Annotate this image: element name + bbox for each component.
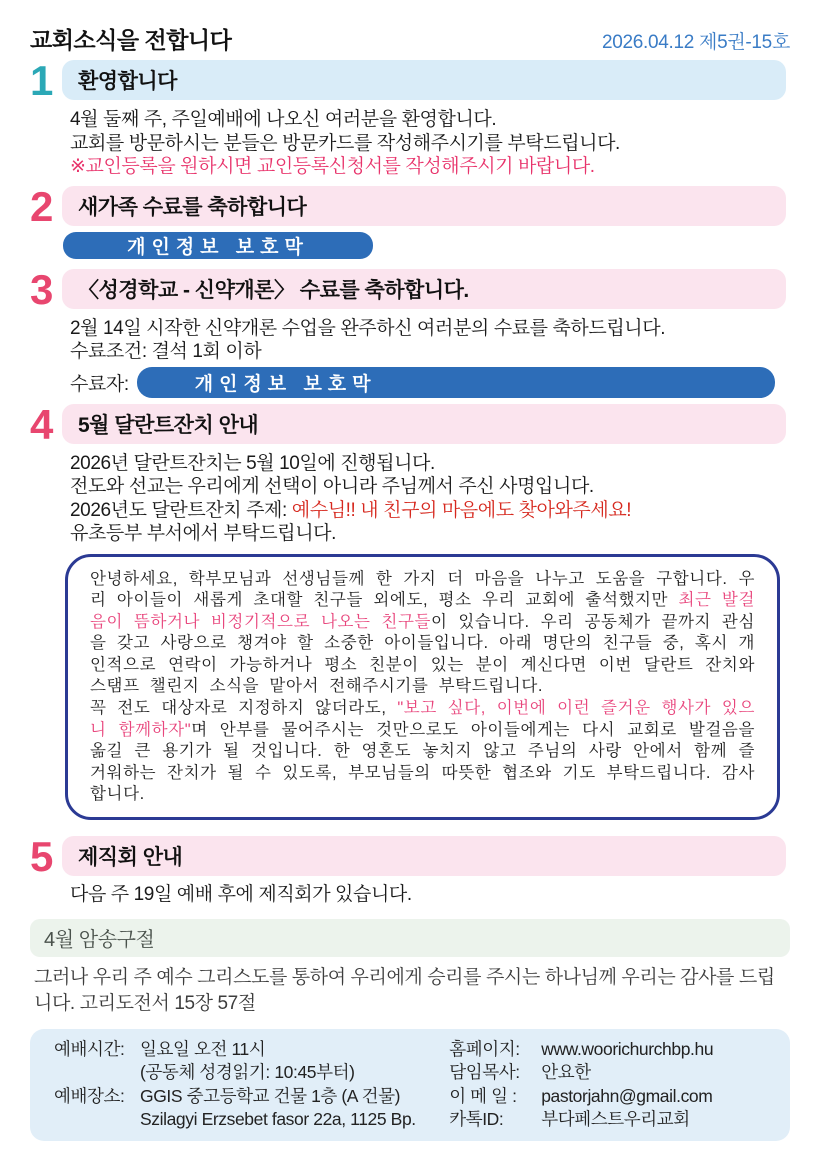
section-1-heading bbox=[30, 57, 790, 104]
section-title: 새가족 수료를 축하합니다 bbox=[78, 195, 307, 219]
text-line bbox=[70, 475, 790, 499]
text-segment: 수료조건: 결석 1회 이하 bbox=[70, 341, 262, 362]
text-segment: 2026년 달란트잔치는 5월 10일에 진행됩니다. bbox=[70, 452, 435, 474]
text-segment: 꼭 전도 대상자로 지정하지 않더라도, bbox=[90, 699, 398, 718]
section-2-heading bbox=[30, 182, 790, 230]
section-5-body bbox=[70, 883, 790, 907]
footer-label: 예배장소: bbox=[54, 1085, 125, 1106]
footer-label: 예배시간: bbox=[54, 1038, 125, 1059]
text-segment: 며 안부를 물어주시는 것만으로도 아이들에게는 다시 교회로 발걸음을 옮길 큰 용기가 될 것입니다. 한 영혼도 놓치지 않고 주님의 사랑 안에서 함께 즐거워하는 잔치가 될 수 있도록, 부모님들의 따뜻한 협조와 기도 부탁드립니다. 감사합니다. bbox=[90, 720, 756, 804]
footer-row bbox=[449, 1061, 772, 1085]
section-3-body bbox=[70, 317, 790, 364]
footer-row bbox=[449, 1108, 772, 1132]
highlighted-text: ※교인등록을 원하시면 교인등록신청서를 작성해주시기 바랍니다. bbox=[70, 156, 595, 177]
section-5-heading bbox=[30, 833, 790, 881]
footer-value: 안요한 bbox=[541, 1062, 591, 1083]
footer-row bbox=[54, 1061, 425, 1085]
footer-label: 카톡ID: bbox=[449, 1109, 504, 1130]
section-number: 3 bbox=[30, 265, 52, 313]
section-4-heading bbox=[30, 400, 790, 448]
text-line bbox=[70, 340, 790, 364]
section-title: 제직회 안내 bbox=[78, 846, 183, 870]
memory-verse-heading: 4월 암송구절 bbox=[44, 929, 155, 952]
text-segment: 유초등부 부서에서 부탁드립니다. bbox=[70, 523, 336, 544]
text-segment: 안녕하세요, 학부모님과 선생님들께 한 가지 더 마음을 나누고 도움을 구합니다. 우리 아이들이 새롭게 초대할 친구들 외에도, 평소 우리 교회에 출석했지만 bbox=[90, 569, 755, 610]
text-line bbox=[70, 883, 790, 907]
section-title: 환영합니다 bbox=[78, 70, 177, 93]
text-line bbox=[70, 317, 790, 341]
highlighted-text: 예수님!! 내 친구의 마음에도 찾아와주세요! bbox=[291, 499, 632, 521]
text-line bbox=[70, 452, 790, 476]
section-title-bar bbox=[62, 186, 786, 226]
section-number: 2 bbox=[30, 182, 52, 230]
section-1-body bbox=[70, 108, 790, 179]
recipient-row bbox=[70, 367, 790, 398]
section-title-bar bbox=[62, 404, 786, 444]
text-line bbox=[90, 698, 755, 806]
issue-date: 2026.04.12 제5권-15호 bbox=[601, 32, 790, 53]
footer-info-box bbox=[30, 1029, 790, 1141]
footer-value: (공동체 성경읽기: 10:45부터) bbox=[140, 1062, 355, 1083]
text-segment: 전도와 선교는 우리에게 선택이 아니라 주님께서 주신 사명입니다. bbox=[70, 476, 594, 497]
section-number: 5 bbox=[30, 833, 52, 881]
footer-value: pastorjahn@gmail.com bbox=[541, 1085, 713, 1106]
footer-value: www.woorichurchbp.hu bbox=[541, 1038, 714, 1059]
footer-service-info bbox=[54, 1038, 425, 1132]
text-segment: 다음 주 19일 예배 후에 제직회가 있습니다. bbox=[70, 884, 412, 906]
text-segment: 2월 14일 시작한 신약개론 수업을 완주하신 여러분의 수료를 축하드립니다. bbox=[70, 317, 666, 339]
page-title: 교회소식을 전합니다 bbox=[30, 27, 232, 53]
highlighted-text: 최근 발걸음이 뜸하거나 비정기적으로 나오는 친구들 bbox=[90, 591, 755, 631]
text-segment: 4월 둘째 주, 주일예배에 나오신 여러분을 환영합니다. bbox=[70, 109, 497, 130]
section-title: 5월 달란트잔치 안내 bbox=[78, 413, 259, 437]
text-line bbox=[70, 499, 790, 523]
section-title-bar bbox=[62, 836, 786, 876]
text-line bbox=[70, 132, 790, 156]
footer-label bbox=[54, 1061, 140, 1085]
parent-notice-box bbox=[65, 554, 780, 821]
memory-verse-text: 그러나 우리 주 예수 그리스도를 통하여 우리에게 승리를 주시는 하나님께 우리는 감사를 드립니다. 고리도전서 15장 57절 bbox=[34, 966, 775, 1014]
section-title: 〈성경학교 - 신약개론〉 수료를 축하합니다. bbox=[78, 278, 469, 302]
section-3-heading bbox=[30, 265, 790, 313]
privacy-mask-badge: 개인정보 보호막 bbox=[63, 232, 373, 259]
section-title-bar bbox=[62, 269, 786, 309]
text-segment: 이 있습니다. 우리 공동체가 끝까지 관심을 갖고 사랑으로 챙겨야 할 소중한 아이들입니다. 아래 명단의 친구들 중, 혹시 개인적으로 연락이 가능하거나 평소 친분이 있는 분이 계신다면 이번 달란트 잔치와 스탬프 챌린지 소식을 맡아서 전해주시기를 부탁드립니다. bbox=[90, 612, 755, 696]
text-segment: 교회를 방문하시는 분들은 방문카드를 작성해주시기를 부탁드립니다. bbox=[70, 132, 620, 154]
footer-label: 홈페이지: bbox=[449, 1038, 520, 1059]
footer-label: 이 메 일 : bbox=[449, 1085, 517, 1106]
footer-row bbox=[54, 1108, 425, 1132]
footer-value: 부다페스트우리교회 bbox=[541, 1109, 690, 1130]
memory-verse-heading-bar bbox=[30, 919, 790, 957]
footer-row bbox=[449, 1085, 772, 1109]
section-number: 1 bbox=[30, 57, 52, 104]
footer-value: 일요일 오전 11시 bbox=[140, 1038, 266, 1059]
masthead bbox=[30, 22, 790, 52]
footer-label: 담임목사: bbox=[449, 1062, 520, 1083]
text-line bbox=[70, 522, 790, 546]
section-4-body bbox=[70, 452, 790, 546]
section-title-bar bbox=[62, 60, 786, 100]
footer-row bbox=[54, 1085, 425, 1109]
footer-label bbox=[54, 1108, 140, 1132]
text-segment: 2026년도 달란트잔치 주제: bbox=[70, 499, 292, 521]
highlighted-text: "보고 싶다, 이번에 이런 즐거운 행사가 있으니 함께하자" bbox=[90, 699, 755, 739]
text-line bbox=[70, 155, 790, 179]
footer-row bbox=[54, 1038, 425, 1062]
privacy-mask-badge: 개인정보 보호막 bbox=[137, 367, 775, 398]
text-line bbox=[90, 569, 755, 699]
footer-value: Szilagyi Erzsebet fasor 22a, 1125 Bp. bbox=[140, 1109, 416, 1130]
section-number: 4 bbox=[30, 400, 52, 448]
footer-contact-info bbox=[449, 1038, 772, 1132]
recipient-label: 수료자: bbox=[70, 373, 129, 395]
text-line bbox=[70, 108, 790, 132]
footer-value: GGIS 중고등학교 건물 1층 (A 건물) bbox=[140, 1085, 401, 1106]
footer-row bbox=[449, 1038, 772, 1062]
